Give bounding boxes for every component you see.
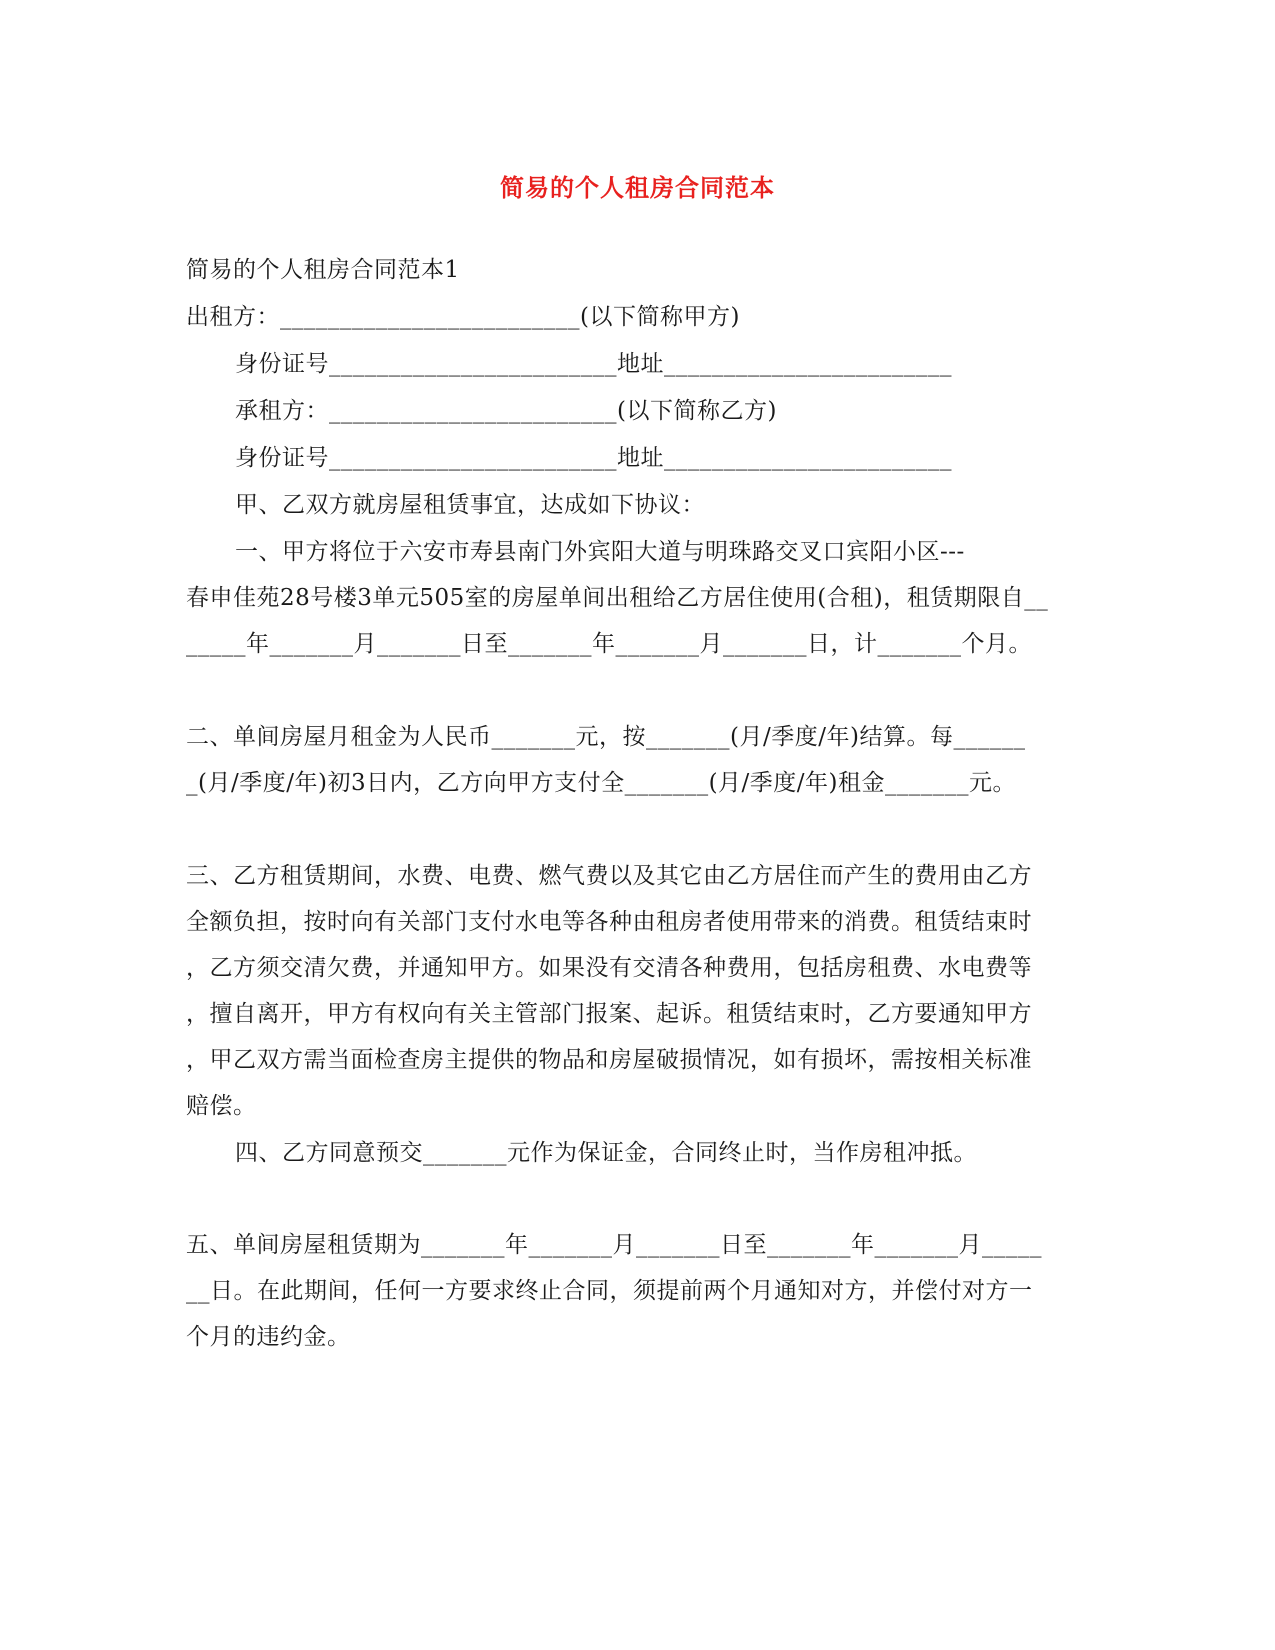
clause-3-line-4: ，擅自离开，甲方有权向有关主管部门报案、起诉。租赁结束时，乙方要通知甲方	[186, 1001, 1032, 1027]
clause-1-line-2: 春申佳苑28号楼3单元505室的房屋单间出租给乙方居住使用(合租)，租赁期限自__	[186, 585, 1049, 611]
clause-1-line-3: _____年_______月_______日至_______年_______月_______日，计_______个月。	[186, 631, 1032, 657]
clause-3-line-1: 三、乙方租赁期间，水费、电费、燃气费以及其它由乙方居住而产生的费用由乙方	[186, 863, 1032, 889]
clause-3-line-3: ，乙方须交清欠费，并通知甲方。如果没有交清各种费用，包括房租费、水电费等	[186, 955, 1032, 981]
clause-2-line-2: _(月/季度/年)初3日内，乙方向甲方支付全_______(月/季度/年)租金_______元。	[186, 770, 1017, 796]
clause-5-line-2: __日。在此期间，任何一方要求终止合同，须提前两个月通知对方，并偿付对方一	[186, 1278, 1033, 1304]
clause-1-line-1: 一、甲方将位于六安市寿县南门外宾阳大道与明珠路交叉口宾阳小区---	[235, 539, 965, 565]
clause-4-line: 四、乙方同意预交_______元作为保证金，合同终止时，当作房租冲抵。	[235, 1140, 977, 1166]
document-title: 简易的个人租房合同范本	[500, 174, 775, 202]
clause-3-line-6: 赔偿。	[186, 1093, 257, 1119]
lessee-id-address-line: 身份证号________________________地址________________________	[235, 445, 952, 471]
clause-2-line-1: 二、单间房屋月租金为人民币_______元，按_______(月/季度/年)结算。每______	[186, 724, 1026, 750]
clause-3-line-2: 全额负担，按时向有关部门支付水电等各种由租房者使用带来的消费。租赁结束时	[186, 909, 1032, 935]
clause-5-line-3: 个月的违约金。	[186, 1324, 351, 1350]
clause-3-line-5: ，甲乙双方需当面检查房主提供的物品和房屋破损情况，如有损坏，需按相关标准	[186, 1047, 1032, 1073]
lessee-line: 承租方：________________________(以下简称乙方)	[235, 398, 777, 424]
lessor-line: 出租方：_________________________(以下简称甲方)	[186, 304, 740, 330]
clause-5-line-1: 五、单间房屋租赁期为_______年_______月_______日至_______年_______月_____	[186, 1232, 1042, 1258]
section-heading: 简易的个人租房合同范本1	[186, 257, 460, 283]
lessor-id-address-line: 身份证号________________________地址________________________	[235, 351, 952, 377]
agreement-intro-line: 甲、乙双方就房屋租赁事宜，达成如下协议：	[235, 492, 705, 518]
